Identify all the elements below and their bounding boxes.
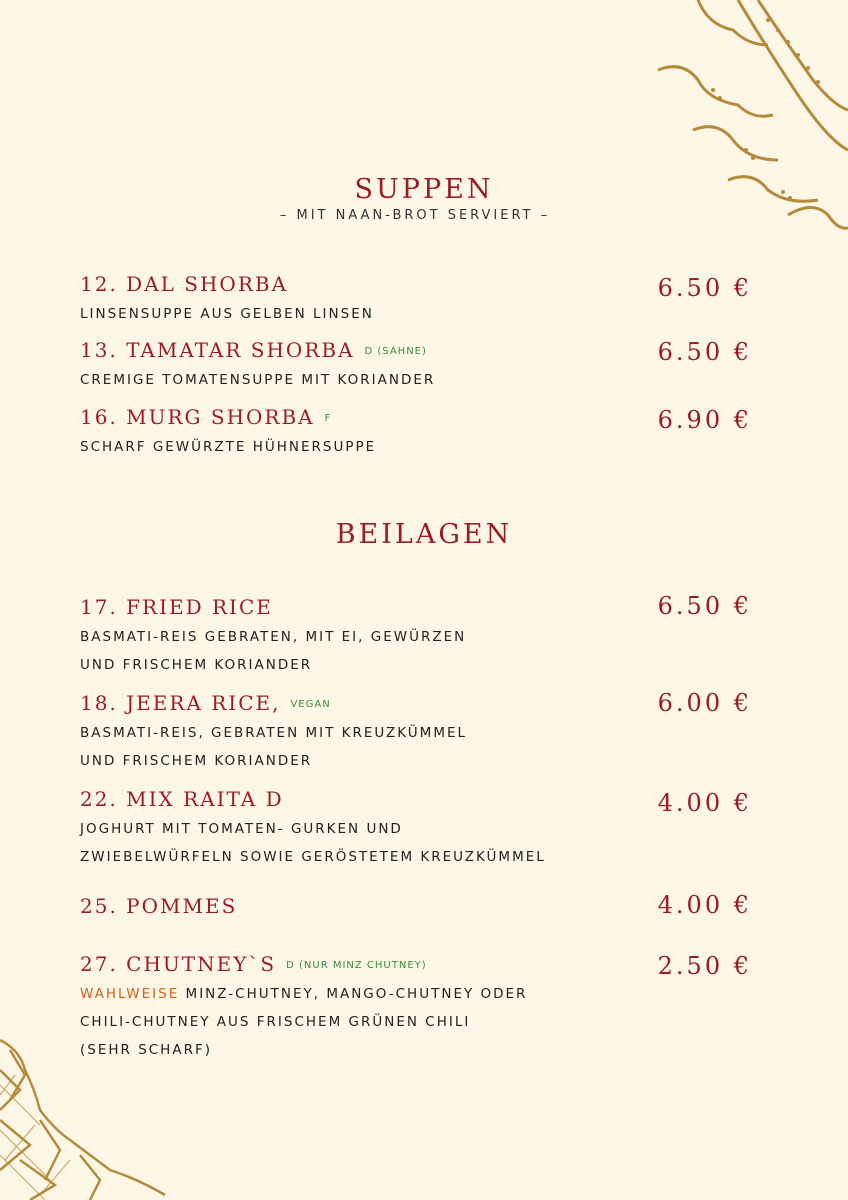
item-desc bbox=[80, 980, 770, 1064]
item-price: 2.50 € bbox=[657, 952, 752, 980]
item-name: 13. TAMATAR SHORBA bbox=[80, 338, 355, 362]
item-name: 25. POMMES bbox=[80, 894, 238, 918]
item-price: 4.00 € bbox=[657, 789, 752, 817]
item-desc-line: UND FRISCHEM KORIANDER bbox=[80, 753, 313, 769]
soups-subtitle: – MIT NAAN-BROT SERVIERT – bbox=[279, 208, 551, 223]
item-desc-line: UND FRISCHEM KORIANDER bbox=[80, 657, 313, 673]
item-desc: LINSENSUPPE AUS GELBEN LINSEN bbox=[80, 306, 374, 322]
item-desc-line: BASMATI-REIS, GEBRATEN MIT KREUZKÜMMEL bbox=[80, 725, 468, 741]
item-price: 4.00 € bbox=[657, 891, 752, 919]
item-name: 17. FRIED RICE bbox=[80, 595, 273, 619]
item-desc-line: BASMATI-REIS GEBRATEN, MIT EI, GEWÜRZEN bbox=[80, 629, 467, 645]
item-desc bbox=[80, 623, 770, 679]
item-name: 12. DAL SHORBA bbox=[80, 272, 289, 296]
item-desc: CREMIGE TOMATENSUPPE MIT KORIANDER bbox=[80, 372, 436, 388]
item-desc: SCHARF GEWÜRZTE HÜHNERSUPPE bbox=[80, 439, 377, 455]
item-name: 27. CHUTNEY`S bbox=[80, 952, 277, 976]
item-price: 6.50 € bbox=[657, 274, 752, 302]
item-desc-line: ZWIEBELWÜRFELN SOWIE GERÖSTETEM KREUZKÜMMEL bbox=[80, 849, 546, 865]
item-desc-line: JOGHURT MIT TOMATEN- GURKEN UND bbox=[80, 821, 403, 837]
item-price: 6.00 € bbox=[657, 689, 752, 717]
item-desc-line: MINZ-CHUTNEY, MANGO-CHUTNEY ODER bbox=[185, 986, 528, 1002]
item-price: 6.50 € bbox=[657, 338, 752, 366]
sides-title: BEILAGEN bbox=[335, 519, 513, 550]
item-tag: VEGAN bbox=[290, 699, 331, 710]
item-desc-accent: WAHLWEISE bbox=[80, 986, 180, 1002]
item-tag: D (NUR MINZ CHUTNEY) bbox=[286, 960, 427, 971]
item-price: 6.50 € bbox=[657, 592, 752, 620]
item-desc-line: CHILI-CHUTNEY AUS FRISCHEM GRÜNEN CHILI bbox=[80, 1014, 471, 1030]
item-name: 16. MURG SHORBA bbox=[80, 405, 315, 429]
item-tag: D (SAHNE) bbox=[364, 346, 427, 357]
item-price: 6.90 € bbox=[657, 406, 752, 434]
item-desc bbox=[80, 719, 770, 775]
item-name: 18. JEERA RICE, bbox=[80, 691, 281, 715]
item-tag: F bbox=[324, 413, 332, 424]
item-desc-line: (SEHR SCHARF) bbox=[80, 1042, 212, 1058]
item-desc bbox=[80, 815, 770, 871]
item-name: 22. MIX RAITA D bbox=[80, 787, 284, 811]
soups-title: SUPPEN bbox=[354, 174, 494, 205]
